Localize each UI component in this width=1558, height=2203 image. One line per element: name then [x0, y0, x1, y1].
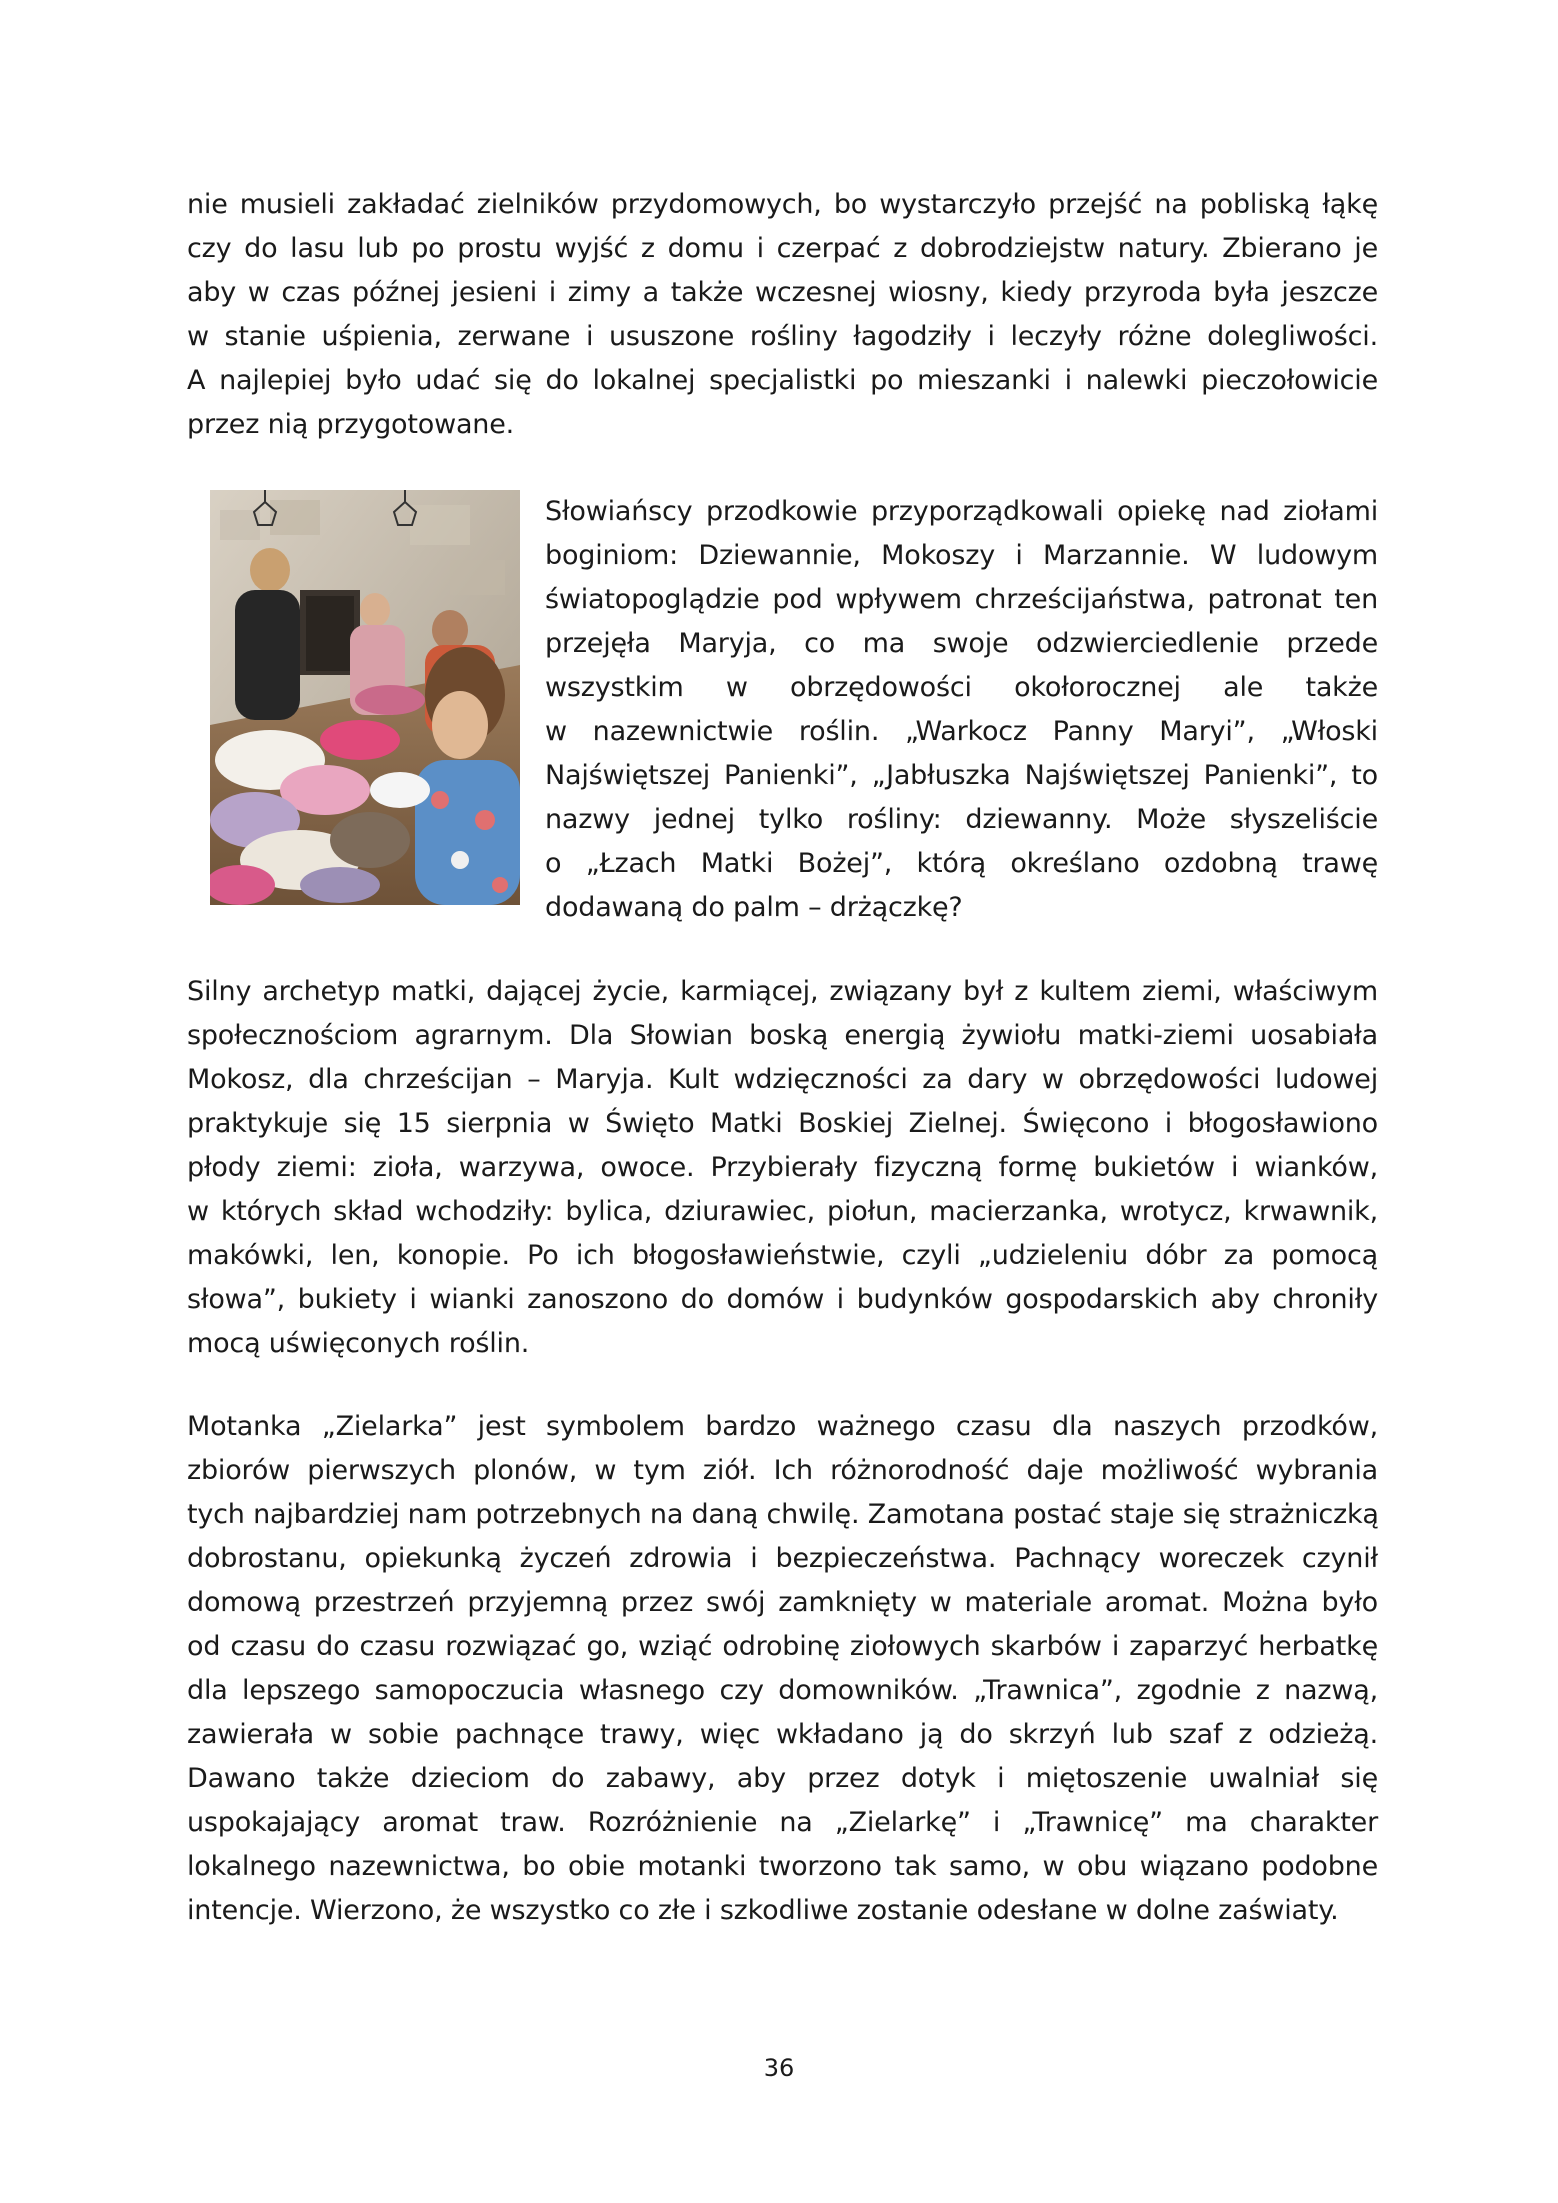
text-line: od czasu do czasu rozwiązać go, wziąć odrobinę ziołowych skarbów i zaparzyć herbatkę: [187, 1631, 1378, 1662]
text-line: dodawaną do palm – drżączkę?: [545, 892, 963, 923]
text-line: płody ziemi: zioła, warzywa, owoce. Przybierały fizyczną formę bukietów i wianków,: [187, 1152, 1378, 1183]
text-line: Mokosz, dla chrześcijan – Maryja. Kult wdzięczności za dary w obrzędowości ludowej: [187, 1064, 1378, 1095]
text-line: o „Łzach Matki Bożej”, którą określano ozdobną trawę: [545, 848, 1378, 879]
text-line: czy do lasu lub po prostu wyjść z domu i czerpać z dobrodziejstw natury. Zbierano je: [187, 233, 1378, 264]
text-line: Słowiańscy przodkowie przyporządkowali opiekę nad ziołami: [545, 496, 1378, 527]
text-line: makówki, len, konopie. Po ich błogosławieństwie, czyli „udzieleniu dóbr za pomocą: [187, 1240, 1378, 1271]
text-line: społecznościom agrarnym. Dla Słowian boską energią żywiołu matki-ziemi uosabiała: [187, 1020, 1378, 1051]
text-line: domową przestrzeń przyjemną przez swój zamknięty w materiale aromat. Można było: [187, 1587, 1378, 1618]
text-line: w których skład wchodziły: bylica, dziurawiec, piołun, macierzanka, wrotycz, krwawnik,: [187, 1196, 1378, 1227]
workshop-photo: [210, 490, 520, 905]
text-line: intencje. Wierzono, że wszystko co złe i szkodliwe zostanie odesłane w dolne zaświaty.: [187, 1895, 1339, 1926]
text-line: słowa”, bukiety i wianki zanoszono do domów i budynków gospodarskich aby chroniły: [187, 1284, 1378, 1315]
text-line: A najlepiej było udać się do lokalnej specjalistki po mieszanki i nalewki pieczołowicie: [187, 365, 1378, 396]
text-line: nie musieli zakładać zielników przydomowych, bo wystarczyło przejść na pobliską łąkę: [187, 189, 1378, 220]
text-line: przejęła Maryja, co ma swoje odzwierciedlenie przede: [545, 628, 1378, 659]
text-line: Najświętszej Panienki”, „Jabłuszka Najświętszej Panienki”, to: [545, 760, 1378, 791]
text-line: w stanie uśpienia, zerwane i ususzone rośliny łagodziły i leczyły różne dolegliwości.: [187, 321, 1378, 352]
text-line: Silny archetyp matki, dającej życie, karmiącej, związany był z kultem ziemi, właściwym: [187, 976, 1378, 1007]
text-line: Dawano także dzieciom do zabawy, aby przez dotyk i miętoszenie uwalniał się: [187, 1763, 1378, 1794]
text-line: w nazewnictwie roślin. „Warkocz Panny Maryi”, „Włoski: [545, 716, 1378, 747]
text-line: przez nią przygotowane.: [187, 409, 515, 440]
text-line: nazwy jednej tylko rośliny: dziewanny. Może słyszeliście: [545, 804, 1378, 835]
page-number: 36: [763, 2054, 795, 2082]
text-line: zawierała w sobie pachnące trawy, więc wkładano ją do skrzyń lub szaf z odzieżą.: [187, 1719, 1378, 1750]
text-line: uspokajający aromat traw. Rozróżnienie na „Zielarkę” i „Trawnicę” ma charakter: [187, 1807, 1378, 1838]
text-line: praktykuje się 15 sierpnia w Święto Matki Boskiej Zielnej. Święcono i błogosławiono: [187, 1108, 1378, 1139]
text-line: Motanka „Zielarka” jest symbolem bardzo ważnego czasu dla naszych przodków,: [187, 1411, 1378, 1442]
text-line: wszystkim w obrzędowości okołorocznej ale także: [545, 672, 1378, 703]
text-line: aby w czas późnej jesieni i zimy a także wczesnej wiosny, kiedy przyroda była jeszcze: [187, 277, 1378, 308]
text-line: dla lepszego samopoczucia własnego czy domowników. „Trawnica”, zgodnie z nazwą,: [187, 1675, 1378, 1706]
text-line: tych najbardziej nam potrzebnych na daną chwilę. Zamotana postać staje się strażniczką: [187, 1499, 1379, 1530]
text-line: lokalnego nazewnictwa, bo obie motanki tworzono tak samo, w obu wiązano podobne: [187, 1851, 1378, 1882]
text-line: mocą uświęconych roślin.: [187, 1328, 530, 1359]
text-line: zbiorów pierwszych plonów, w tym ziół. Ich różnorodność daje możliwość wybrania: [187, 1455, 1378, 1486]
text-line: światopoglądzie pod wpływem chrześcijaństwa, patronat ten: [545, 584, 1378, 615]
text-line: dobrostanu, opiekunką życzeń zdrowia i bezpieczeństwa. Pachnący woreczek czynił: [187, 1543, 1378, 1574]
text-line: boginiom: Dziewannie, Mokoszy i Marzannie. W ludowym: [545, 540, 1378, 571]
